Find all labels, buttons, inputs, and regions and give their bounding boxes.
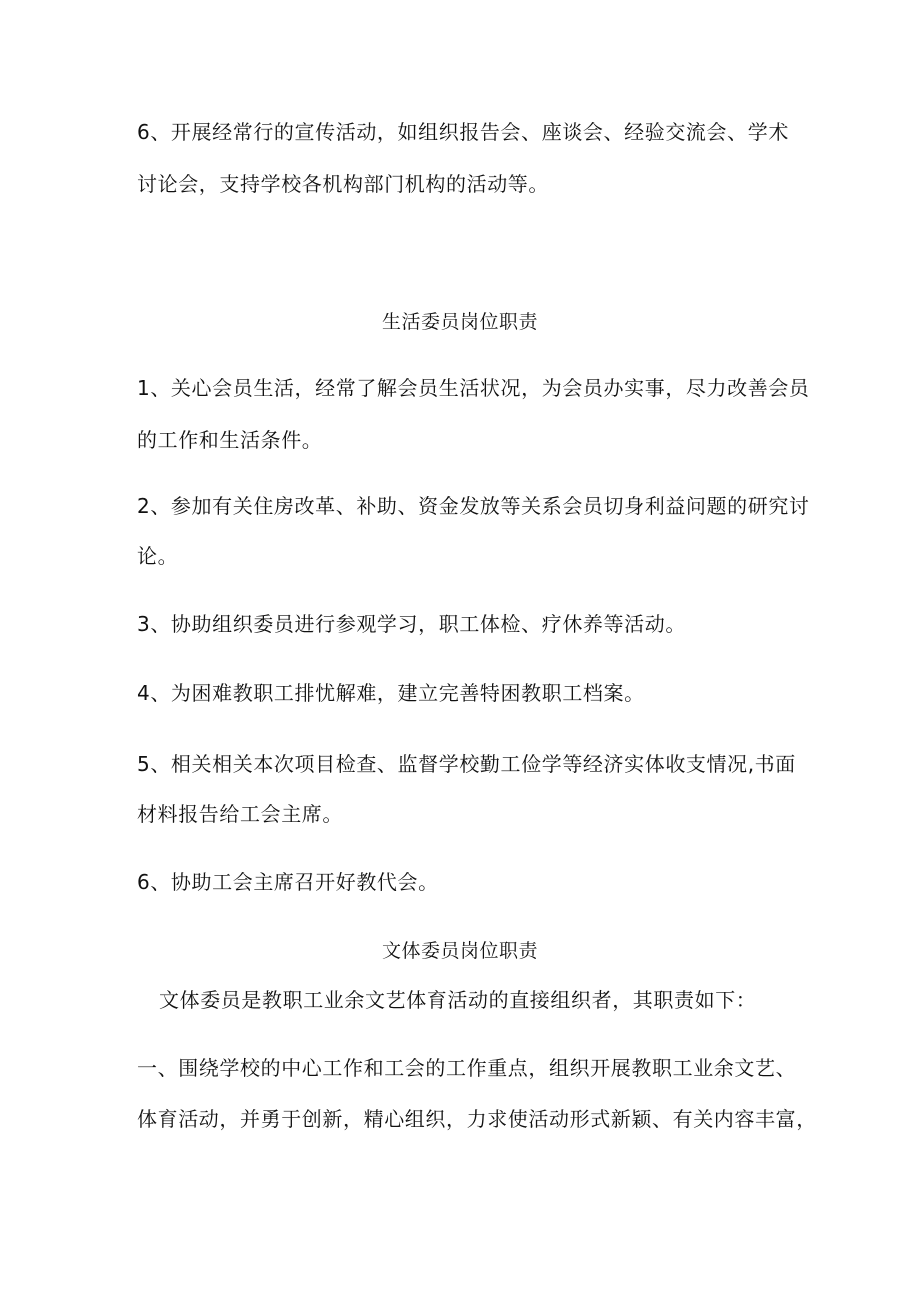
paragraph-line: 6、协助工会主席召开好教代会。 <box>137 870 439 894</box>
paragraph-line: 1、关心会员生活，经常了解会员生活状况，为会员办实事，尽力改善会员 <box>137 376 810 400</box>
paragraph-line: 材料报告给工会主席。 <box>137 802 343 826</box>
section-heading: 文体委员岗位职责 <box>381 940 538 962</box>
paragraph-line: 4、为困难教职工排忧解难，建立完善特困教职工档案。 <box>137 681 645 705</box>
paragraph-line: 讨论会，支持学校各机构部门机构的活动等。 <box>137 172 549 196</box>
paragraph-line: 的工作和生活条件。 <box>137 428 323 452</box>
paragraph-line: 体育活动，并勇于创新，精心组织，力求使活动形式新颖、有关内容丰富， <box>137 1107 817 1131</box>
paragraph-line: 论。 <box>137 544 179 568</box>
paragraph-line: 5、相关相关本次项目检查、监督学校勤工俭学等经济实体收支情况,书面 <box>137 752 796 776</box>
paragraph-line: 一、围绕学校的中心工作和工会的工作重点，组织开展教职工业余文艺、 <box>137 1056 797 1080</box>
paragraph-line: 2、参加有关住房改革、补助、资金发放等关系会员切身利益问题的研究讨 <box>137 494 810 518</box>
intro-paragraph: 文体委员是教职工业余文艺体育活动的直接组织者，其职责如下： <box>159 988 757 1012</box>
paragraph-line: 6、开展经常行的宣传活动，如组织报告会、座谈会、经验交流会、学术 <box>137 120 789 144</box>
paragraph-line: 3、协助组织委员进行参观学习，职工体检、疗休养等活动。 <box>137 612 686 636</box>
section-heading: 生活委员岗位职责 <box>381 311 538 333</box>
